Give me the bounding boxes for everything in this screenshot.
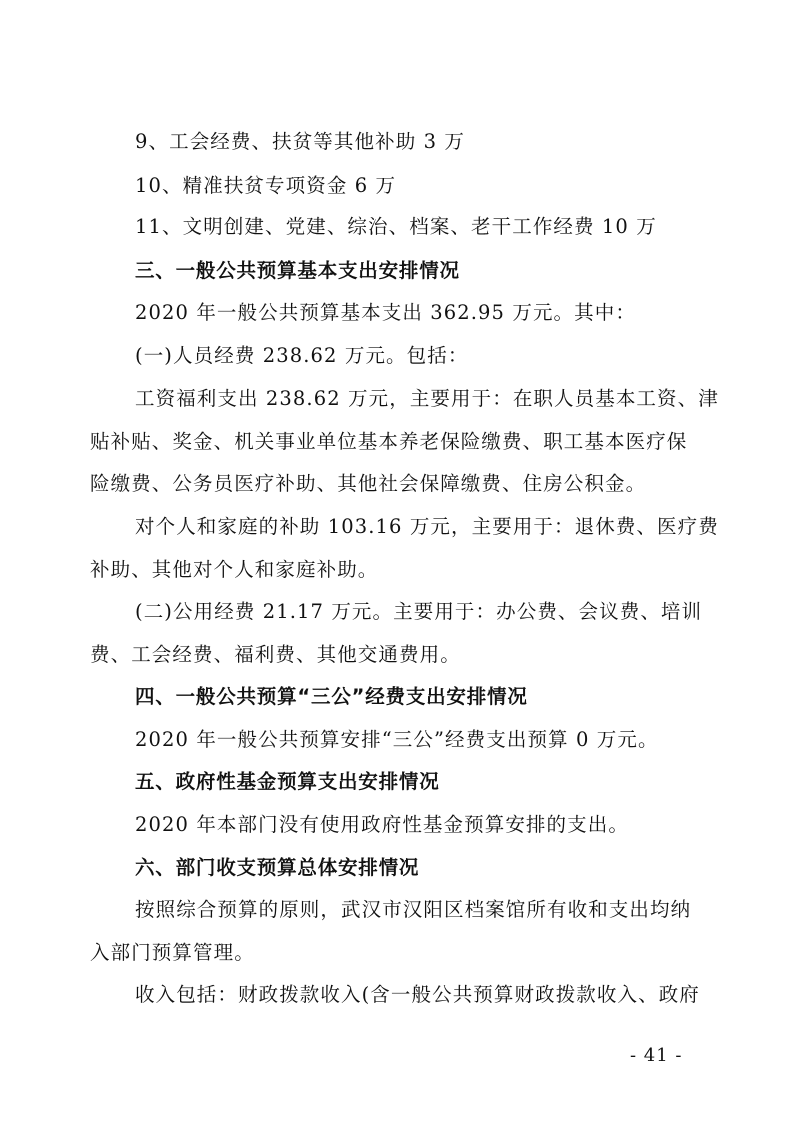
paragraph-line: 工资福利支出 238.62 万元，主要用于：在职人员基本工资、津 — [135, 387, 719, 410]
paragraph-line: 9、工会经费、扶贫等其他补助 3 万 — [135, 130, 466, 153]
section-heading: 六、部门收支预算总体安排情况 — [135, 856, 420, 879]
section-heading: 三、一般公共预算基本支出安排情况 — [135, 259, 460, 282]
paragraph-line: 贴补贴、奖金、机关事业单位基本养老保险缴费、职工基本医疗保 — [90, 430, 688, 453]
paragraph-line: 11、文明创建、党建、综治、档案、老干工作经费 10 万 — [135, 215, 657, 238]
page-number: - 41 - — [630, 1045, 683, 1066]
paragraph-line: (二)公用经费 21.17 万元。主要用于：办公费、会议费、培训 — [135, 600, 703, 623]
paragraph-line: 险缴费、公务员医疗补助、其他社会保障缴费、住房公积金。 — [90, 472, 647, 495]
paragraph-line: 费、工会经费、福利费、其他交通费用。 — [90, 643, 461, 666]
section-heading: 五、政府性基金预算支出安排情况 — [135, 770, 440, 793]
section-heading: 四、一般公共预算“三公”经费支出安排情况 — [135, 685, 528, 708]
paragraph-line: 2020 年本部门没有使用政府性基金预算安排的支出。 — [135, 813, 629, 836]
paragraph-line: 对个人和家庭的补助 103.16 万元，主要用于：退休费、医疗费 — [135, 515, 719, 538]
paragraph-line: 10、精准扶贫专项资金 6 万 — [135, 174, 397, 197]
paragraph-line: 2020 年一般公共预算基本支出 362.95 万元。其中： — [135, 301, 636, 324]
paragraph-line: 按照综合预算的原则，武汉市汉阳区档案馆所有收和支出均纳 — [135, 898, 692, 921]
paragraph-line: 2020 年一般公共预算安排“三公”经费支出预算 0 万元。 — [135, 728, 659, 751]
paragraph-line: 收入包括：财政拨款收入(含一般公共预算财政拨款收入、政府 — [135, 983, 700, 1006]
paragraph-line: 入部门预算管理。 — [90, 941, 255, 964]
paragraph-line: 补助、其他对个人和家庭补助。 — [90, 558, 379, 581]
paragraph-line: (一)人员经费 238.62 万元。包括： — [135, 344, 469, 367]
